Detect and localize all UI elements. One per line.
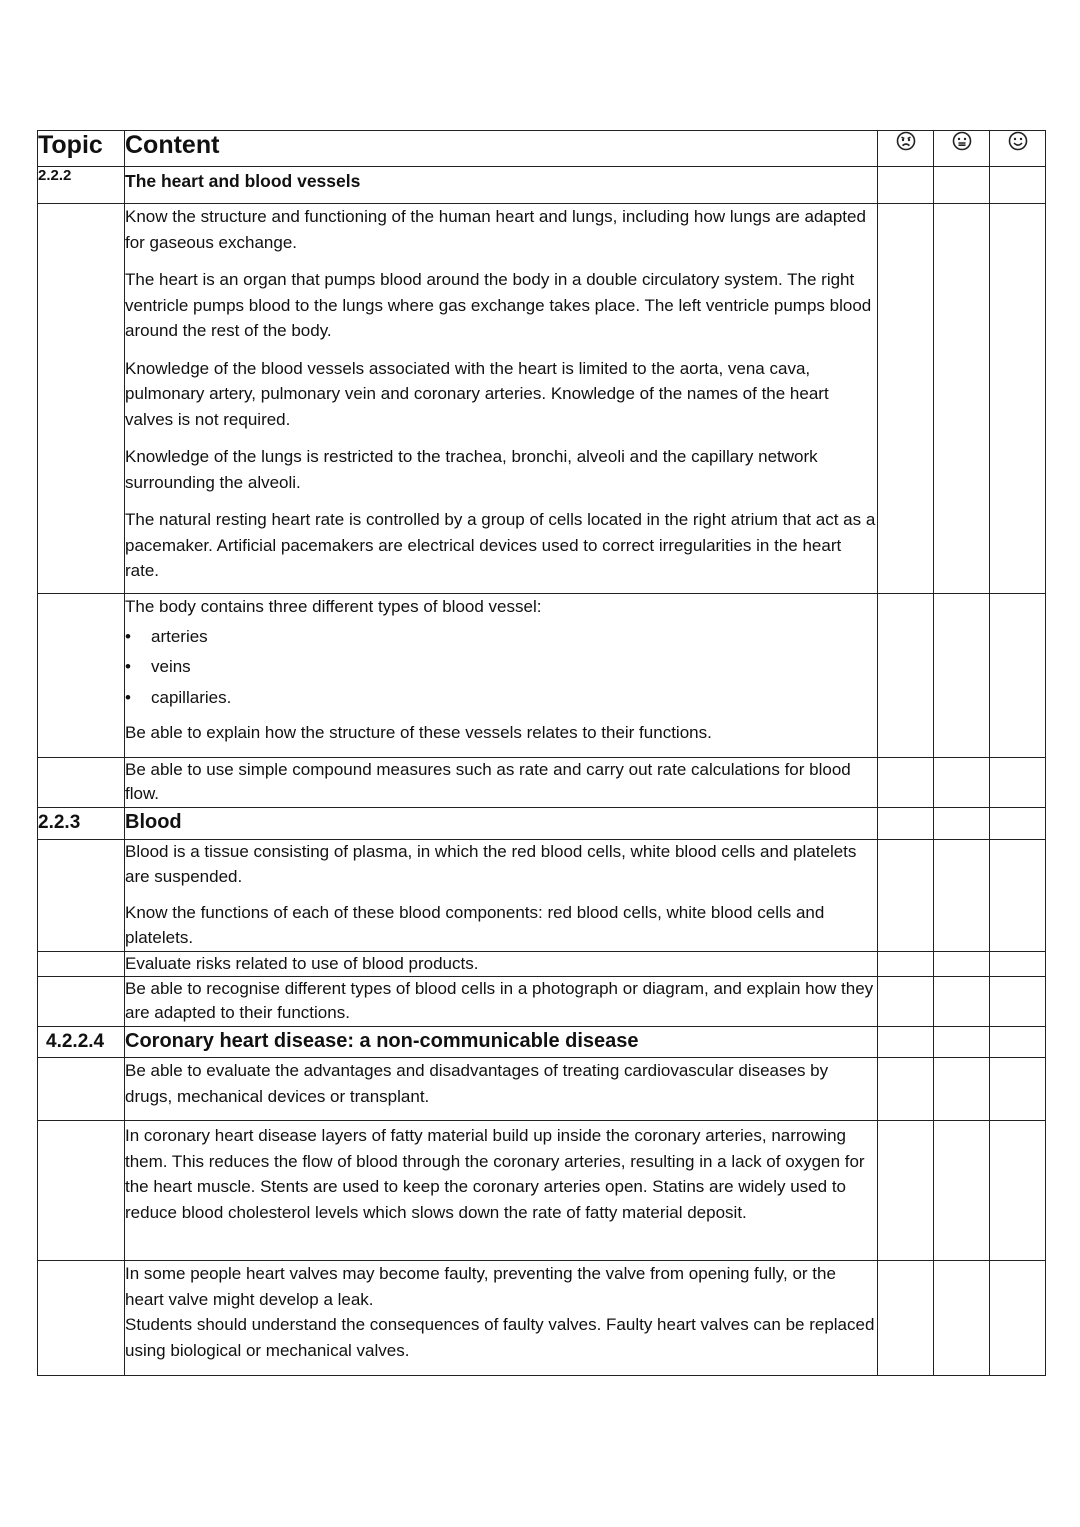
rating-cell-neutral[interactable] <box>934 1121 990 1261</box>
rating-cell-neutral[interactable] <box>934 758 990 808</box>
spec-table <box>37 130 1046 1376</box>
content-paragraph: Be able to explain how the structure of these vessels relates to their functions. <box>125 722 712 742</box>
section-row-4-2-2-4 <box>38 1027 1046 1058</box>
vessel-list <box>125 624 877 710</box>
content-paragraph: Knowledge of the lungs is restricted to the trachea, bronchi, alveoli and the capillary network surrounding the alveoli. <box>125 447 818 492</box>
rating-header-sad <box>878 131 934 167</box>
topic-cell-empty <box>38 840 125 952</box>
section-title: Coronary heart disease: a non-communicable disease <box>125 1027 878 1058</box>
list-item: • capillaries. <box>125 685 877 710</box>
rating-cell-happy[interactable] <box>990 952 1046 977</box>
content-cell <box>125 204 878 594</box>
section-row-2-2-3 <box>38 808 1046 840</box>
rating-cell-sad[interactable] <box>878 594 934 758</box>
rating-cell-neutral[interactable] <box>934 1027 990 1058</box>
topic-cell-empty <box>38 204 125 594</box>
happy-face-icon <box>1008 131 1028 151</box>
content-paragraph: The heart is an organ that pumps blood around the body in a double circulatory system. The right ventricle pumps blood to the lungs where gas exchange takes place. The left ventricle pumps blood around the rest of the body. <box>125 270 872 340</box>
content-row <box>38 840 1046 952</box>
content-paragraph: Know the functions of each of these blood components: red blood cells, white blood cells and platelets. <box>125 903 825 947</box>
content-cell <box>125 594 878 758</box>
rating-cell-happy[interactable] <box>990 167 1046 204</box>
rating-cell-happy[interactable] <box>990 204 1046 594</box>
topic-code: 4.2.2.4 <box>38 1027 125 1058</box>
rating-cell-sad[interactable] <box>878 758 934 808</box>
rating-cell-happy[interactable] <box>990 1261 1046 1376</box>
topic-code: 2.2.2 <box>38 167 125 204</box>
rating-cell-neutral[interactable] <box>934 808 990 840</box>
content-row <box>38 204 1046 594</box>
list-item: • arteries <box>125 624 877 649</box>
rating-cell-sad[interactable] <box>878 1058 934 1121</box>
content-paragraph: Students should understand the consequences of faulty valves. Faulty heart valves can be replaced using biological or mechanical valves. <box>125 1315 875 1360</box>
rating-cell-sad[interactable] <box>878 1261 934 1376</box>
topic-cell-empty <box>38 1058 125 1121</box>
topic-cell-empty <box>38 977 125 1027</box>
content-cell: Be able to evaluate the advantages and disadvantages of treating cardiovascular diseases by drugs, mechanical devices or transplant. <box>125 1058 878 1121</box>
content-paragraph: The body contains three different types of blood vessel: <box>125 597 542 616</box>
content-paragraph: In some people heart valves may become faulty, preventing the valve from opening fully, or the heart valve might develop a leak. <box>125 1264 836 1309</box>
rating-header-neutral <box>934 131 990 167</box>
rating-cell-happy[interactable] <box>990 1027 1046 1058</box>
content-paragraph: Knowledge of the blood vessels associated with the heart is limited to the aorta, vena cava, pulmonary artery, pulmonary vein and coronary arteries. Knowledge of the names of the heart valves is not required. <box>125 358 829 429</box>
rating-cell-neutral[interactable] <box>934 977 990 1027</box>
content-row <box>38 758 1046 808</box>
content-row <box>38 594 1046 758</box>
rating-cell-happy[interactable] <box>990 1121 1046 1261</box>
rating-cell-neutral[interactable] <box>934 840 990 952</box>
topic-code: 2.2.3 <box>38 808 125 840</box>
rating-cell-neutral[interactable] <box>934 204 990 594</box>
content-row <box>38 977 1046 1027</box>
content-cell: Be able to recognise different types of blood cells in a photograph or diagram, and explain how they are adapted to their functions. <box>125 977 878 1027</box>
topic-cell-empty <box>38 1261 125 1376</box>
topic-cell-empty <box>38 1121 125 1261</box>
content-row <box>38 1121 1046 1261</box>
section-title: The heart and blood vessels <box>125 167 878 204</box>
rating-cell-neutral[interactable] <box>934 167 990 204</box>
topic-cell-empty <box>38 594 125 758</box>
rating-cell-happy[interactable] <box>990 977 1046 1027</box>
rating-cell-sad[interactable] <box>878 952 934 977</box>
content-paragraph: The natural resting heart rate is controlled by a group of cells located in the right atrium that act as a pacemaker. Artificial pacemakers are electrical devices used to correct irregularities in the heart rate. <box>125 510 876 580</box>
sad-face-icon <box>896 131 916 151</box>
rating-cell-sad[interactable] <box>878 977 934 1027</box>
content-row <box>38 1058 1046 1121</box>
rating-cell-neutral[interactable] <box>934 594 990 758</box>
rating-cell-happy[interactable] <box>990 594 1046 758</box>
list-item: • veins <box>125 654 877 679</box>
content-cell: In coronary heart disease layers of fatty material build up inside the coronary arteries, narrowing them. This reduces the flow of blood through the coronary arteries, resulting in a lack of oxygen for the heart muscle. Stents are used to keep the coronary arteries open. Statins are widely used to reduce blood cholesterol levels which slows down the rate of fatty material deposit. <box>125 1121 878 1261</box>
content-header: Content <box>125 131 878 167</box>
content-paragraph: Blood is a tissue consisting of plasma, in which the red blood cells, white blood cells and platelets are suspended. <box>125 842 857 886</box>
rating-cell-sad[interactable] <box>878 167 934 204</box>
rating-cell-sad[interactable] <box>878 1121 934 1261</box>
topic-header: Topic <box>38 131 125 167</box>
rating-cell-happy[interactable] <box>990 840 1046 952</box>
content-cell <box>125 1261 878 1376</box>
content-cell <box>125 840 878 952</box>
rating-cell-sad[interactable] <box>878 840 934 952</box>
rating-header-happy <box>990 131 1046 167</box>
rating-cell-happy[interactable] <box>990 808 1046 840</box>
content-row <box>38 952 1046 977</box>
content-row <box>38 1261 1046 1376</box>
content-paragraph: Know the structure and functioning of the human heart and lungs, including how lungs are adapted for gaseous exchange. <box>125 207 866 252</box>
content-cell: Evaluate risks related to use of blood products. <box>125 952 878 977</box>
rating-cell-neutral[interactable] <box>934 1261 990 1376</box>
header-row <box>38 131 1046 167</box>
topic-cell-empty <box>38 952 125 977</box>
rating-cell-neutral[interactable] <box>934 1058 990 1121</box>
rating-cell-happy[interactable] <box>990 1058 1046 1121</box>
neutral-face-icon <box>952 131 972 151</box>
rating-cell-neutral[interactable] <box>934 952 990 977</box>
topic-cell-empty <box>38 758 125 808</box>
rating-cell-sad[interactable] <box>878 1027 934 1058</box>
section-row-2-2-2 <box>38 167 1046 204</box>
rating-cell-sad[interactable] <box>878 808 934 840</box>
section-title: Blood <box>125 808 878 840</box>
rating-cell-happy[interactable] <box>990 758 1046 808</box>
content-cell: Be able to use simple compound measures such as rate and carry out rate calculations for blood flow. <box>125 758 878 808</box>
rating-cell-sad[interactable] <box>878 204 934 594</box>
